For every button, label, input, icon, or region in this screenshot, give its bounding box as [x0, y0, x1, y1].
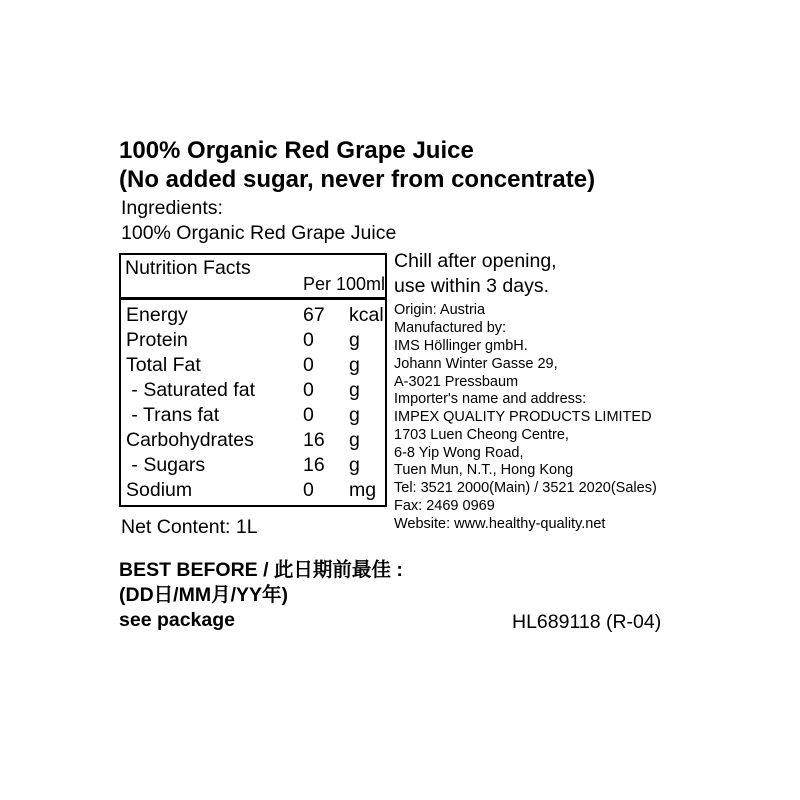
- nutrition-row: [121, 354, 385, 379]
- importer-fax: Fax: 2469 0969: [394, 498, 495, 514]
- nutrient-unit: g: [349, 429, 360, 451]
- best-before-label: BEST BEFORE / 此日期前最佳 :: [119, 559, 403, 581]
- nutrition-row: [121, 404, 385, 429]
- nutrient-name: Energy: [126, 304, 188, 326]
- nutrition-divider: [121, 297, 385, 300]
- nutrition-per: Per 100ml: [302, 274, 385, 294]
- net-content: Net Content: 1L: [121, 516, 258, 538]
- nutrient-unit: mg: [349, 479, 377, 501]
- manufacturer-city: A-3021 Pressbaum: [394, 374, 519, 390]
- nutrient-name: Carbohydrates: [126, 429, 254, 451]
- manufacturer-label: Manufactured by:: [394, 320, 507, 336]
- nutrition-heading: Nutrition Facts: [125, 257, 251, 279]
- nutrition-row: [121, 304, 385, 329]
- nutrient-value: 0: [303, 354, 314, 376]
- nutrient-unit: g: [349, 404, 360, 426]
- nutrition-row: [121, 429, 385, 454]
- nutrient-value: 67: [303, 304, 325, 326]
- nutrient-value: 0: [303, 329, 314, 351]
- manufacturer-street: Johann Winter Gasse 29,: [394, 356, 558, 372]
- best-before-location: see package: [119, 609, 236, 631]
- storage-line-1: Chill after opening,: [394, 250, 557, 272]
- nutrient-value: 16: [303, 429, 325, 451]
- importer-building: 1703 Luen Cheong Centre,: [394, 427, 569, 443]
- product-subtitle: (No added sugar, never from concentrate): [119, 166, 596, 193]
- nutrient-value: 16: [303, 454, 325, 476]
- nutrient-name: - Sugars: [126, 454, 206, 476]
- product-title: 100% Organic Red Grape Juice: [119, 137, 474, 164]
- nutrition-row: [121, 379, 385, 404]
- nutrient-unit: g: [349, 354, 360, 376]
- best-before-format: (DD日/MM月/YY年): [119, 584, 288, 606]
- importer-website: Website: www.healthy-quality.net: [394, 516, 606, 532]
- ingredients-label: Ingredients:: [121, 197, 223, 219]
- nutrition-row: [121, 329, 385, 354]
- origin-text: Origin: Austria: [394, 302, 486, 318]
- nutrient-unit: g: [349, 454, 360, 476]
- manufacturer-name: IMS Höllinger gmbH.: [394, 338, 528, 354]
- nutrient-name: - Trans fat: [126, 404, 220, 426]
- nutrient-name: Sodium: [126, 479, 193, 501]
- nutrient-unit: g: [349, 379, 360, 401]
- nutrient-value: 0: [303, 404, 314, 426]
- importer-name: IMPEX QUALITY PRODUCTS LIMITED: [394, 409, 652, 425]
- storage-line-2: use within 3 days.: [394, 275, 550, 297]
- nutrition-facts-table: [119, 253, 387, 507]
- importer-tel: Tel: 3521 2000(Main) / 3521 2020(Sales): [394, 480, 657, 496]
- importer-city: Tuen Mun, N.T., Hong Kong: [394, 462, 574, 478]
- nutrient-unit: kcal: [349, 304, 384, 326]
- importer-street: 6-8 Yip Wong Road,: [394, 445, 524, 461]
- nutrient-name: - Saturated fat: [126, 379, 255, 401]
- nutrient-value: 0: [303, 479, 314, 501]
- nutrient-name: Total Fat: [126, 354, 201, 376]
- nutrient-name: Protein: [126, 329, 188, 351]
- nutrition-row: [121, 479, 385, 504]
- nutrient-unit: g: [349, 329, 360, 351]
- nutrient-value: 0: [303, 379, 314, 401]
- product-code: HL689118 (R-04): [512, 611, 662, 633]
- importer-label: Importer's name and address:: [394, 391, 587, 407]
- nutrition-row: [121, 454, 385, 479]
- ingredients-text: 100% Organic Red Grape Juice: [121, 222, 397, 244]
